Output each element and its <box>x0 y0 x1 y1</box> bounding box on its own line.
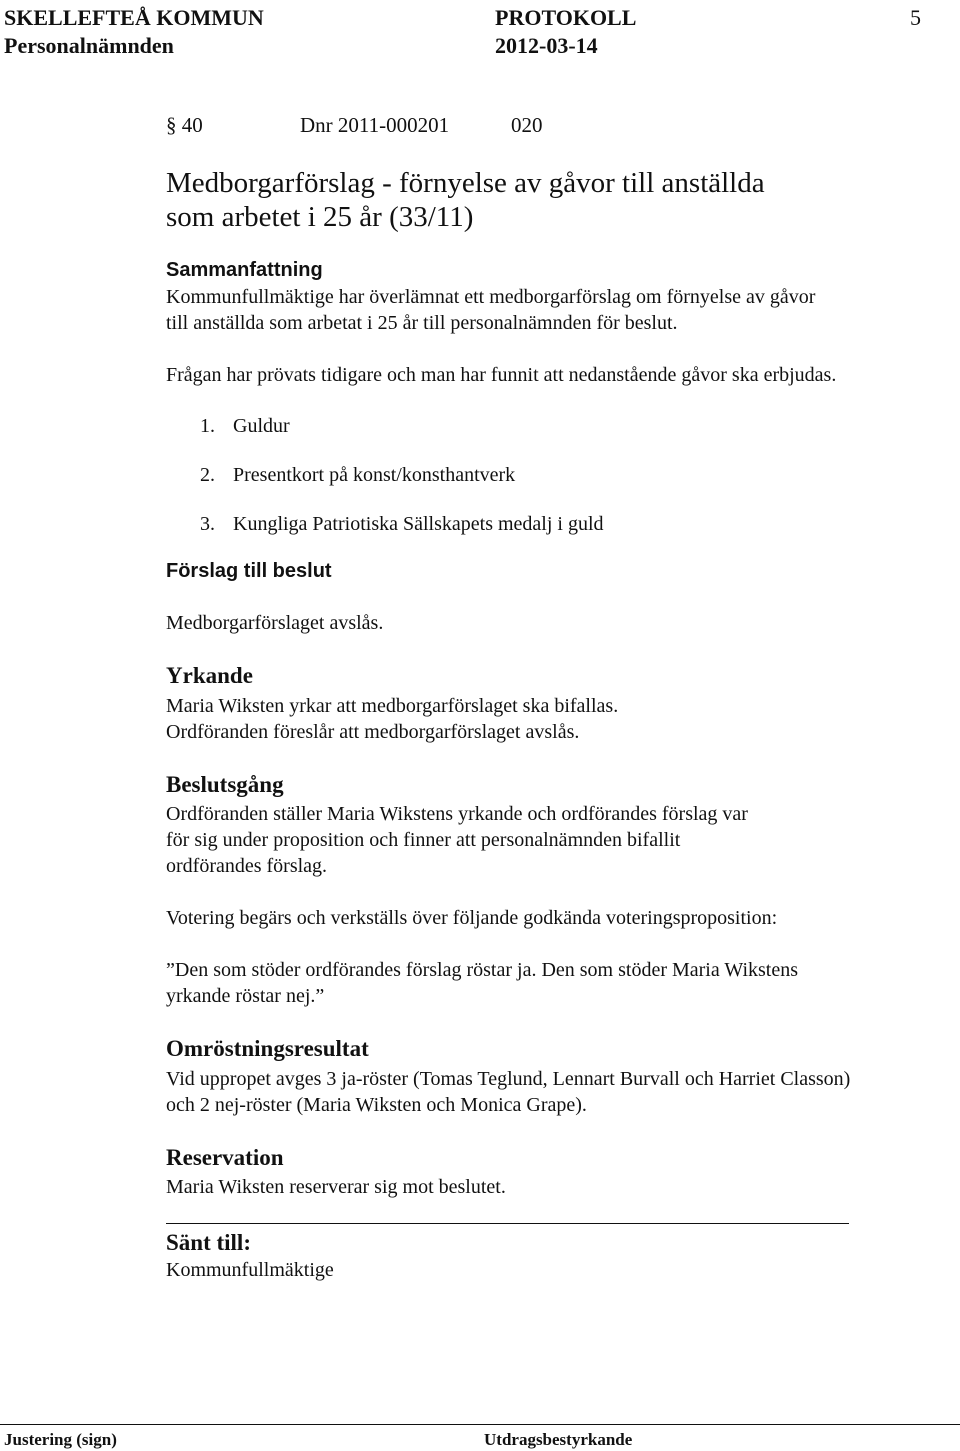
body-text: Votering begärs och verkställs över följande godkända voteringsproposition: <box>166 907 778 929</box>
page-number: 5 <box>910 5 921 30</box>
list-item-number: 2. <box>200 464 215 486</box>
divider-rule <box>166 1223 849 1224</box>
body-text: till anställda som arbetat i 25 år till personalnämnden för beslut. <box>166 312 678 334</box>
section-heading-sant-till: Sänt till: <box>166 1230 251 1255</box>
body-text: Maria Wiksten yrkar att medborgarförslaget ska bifallas. <box>166 695 619 717</box>
dnr: Dnr 2011-000201 <box>300 113 450 137</box>
body-text: Frågan har prövats tidigare och man har funnit att nedanstående gåvor ska erbjudas. <box>166 364 837 386</box>
footer-utdragsbestyrkande: Utdragsbestyrkande <box>484 1430 633 1449</box>
body-text: och 2 nej-röster (Maria Wiksten och Monica Grape). <box>166 1094 587 1116</box>
list-item: Guldur <box>233 415 290 437</box>
body-text: Medborgarförslaget avslås. <box>166 612 384 634</box>
footer-rule <box>0 1424 960 1425</box>
quote-text: ”Den som stöder ordförandes förslag röstar ja. Den som stöder Maria Wikstens <box>166 959 799 981</box>
section-heading-reservation: Reservation <box>166 1145 284 1170</box>
page-title: Medborgarförslag - förnyelse av gåvor till anställda <box>166 167 765 199</box>
footer-justering: Justering (sign) <box>4 1430 117 1449</box>
paragraph-number: § 40 <box>166 113 203 137</box>
body-text: ordförandes förslag. <box>166 855 328 877</box>
section-heading-forslag: Förslag till beslut <box>166 560 332 582</box>
list-item-number: 3. <box>200 513 215 535</box>
body-text: Vid uppropet avges 3 ja-röster (Tomas Teglund, Lennart Burvall och Harriet Classon) <box>166 1068 851 1090</box>
body-text: Maria Wiksten reserverar sig mot beslutet. <box>166 1176 506 1198</box>
organization-name: SKELLEFTEÅ KOMMUN <box>4 5 264 30</box>
quote-text: yrkande röstar nej.” <box>166 985 325 1007</box>
document-date: 2012-03-14 <box>495 33 598 58</box>
section-heading-yrkande: Yrkande <box>166 663 253 688</box>
body-text: Ordföranden föreslår att medborgarförslaget avslås. <box>166 721 580 743</box>
dnr-code: 020 <box>511 113 543 137</box>
list-item: Presentkort på konst/konsthantverk <box>233 464 516 486</box>
body-text: Kommunfullmäktige <box>166 1259 334 1281</box>
document-type: PROTOKOLL <box>495 5 637 30</box>
body-text: Kommunfullmäktige har överlämnat ett medborgarförslag om förnyelse av gåvor <box>166 286 816 308</box>
body-text: Ordföranden ställer Maria Wikstens yrkande och ordförandes förslag var <box>166 803 748 825</box>
list-item: Kungliga Patriotiska Sällskapets medalj i guld <box>233 513 604 535</box>
body-text: för sig under proposition och finner att personalnämnden bifallit <box>166 829 681 851</box>
section-heading-beslutsgang: Beslutsgång <box>166 772 284 797</box>
section-heading-omrostning: Omröstningsresultat <box>166 1036 369 1061</box>
page-title-line2: som arbetet i 25 år (33/11) <box>166 201 474 233</box>
committee-name: Personalnämnden <box>4 33 174 58</box>
list-item-number: 1. <box>200 415 215 437</box>
section-heading-sammanfattning: Sammanfattning <box>166 259 323 281</box>
